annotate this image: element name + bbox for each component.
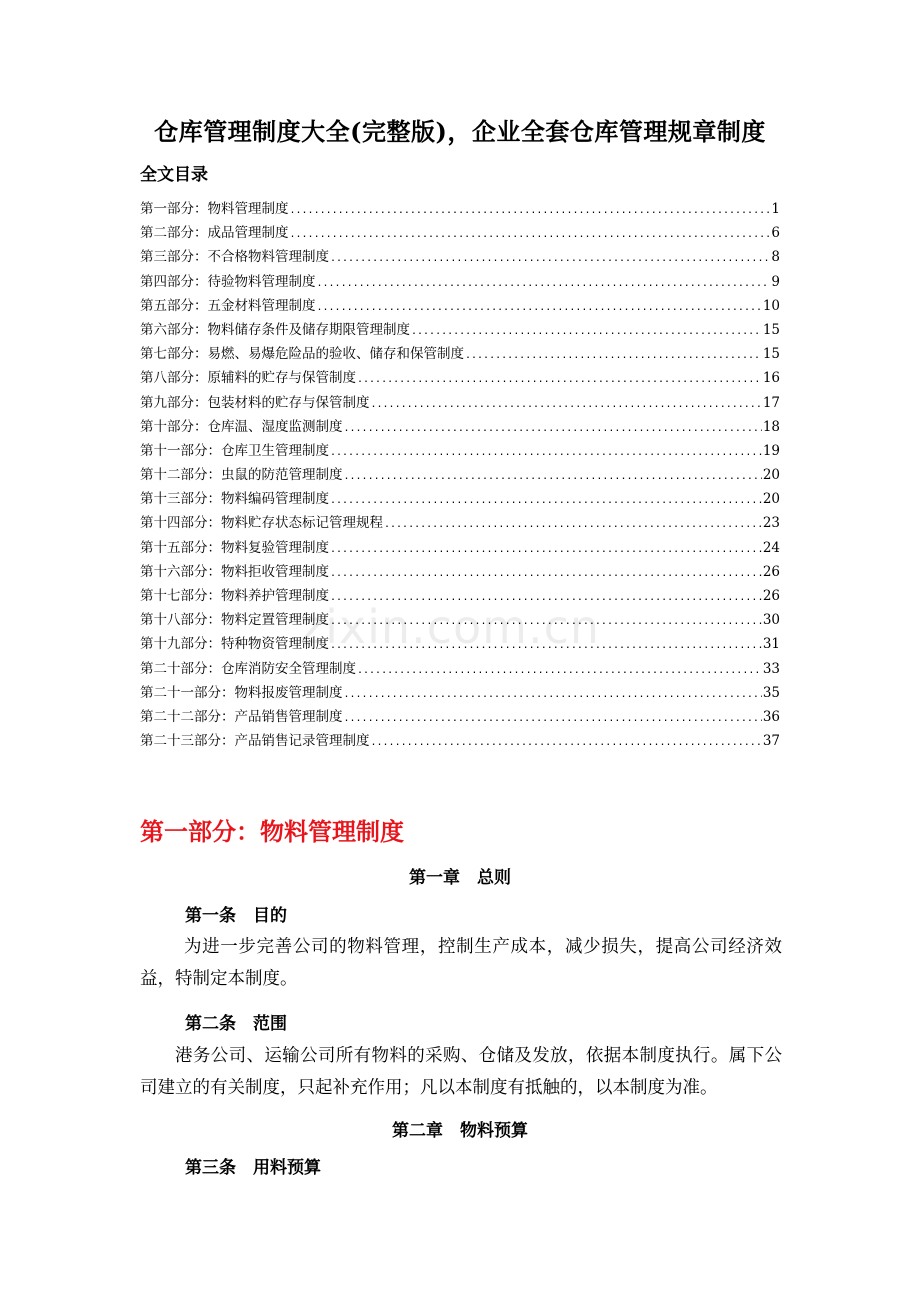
article-heading: 第二条 范围: [185, 1014, 287, 1034]
toc-entry-label: 第三部分：不合格物料管理制度: [140, 249, 329, 266]
toc-entry-page-number: 20: [762, 491, 780, 508]
toc-leader-dots: [290, 199, 771, 223]
toc-entry-label: 第十二部分：虫鼠的防范管理制度: [140, 467, 343, 484]
toc-entry-page-number: 23: [762, 515, 780, 532]
toc-entry-page-number: 20: [762, 467, 780, 484]
toc-leader-dots: [357, 659, 762, 683]
toc-entry-page-number: 9: [771, 273, 780, 290]
toc-entry[interactable]: [140, 366, 780, 390]
toc-heading: 全文目录: [140, 165, 208, 185]
toc-entry-page-number: 24: [762, 539, 780, 556]
toc-entry[interactable]: [140, 318, 780, 342]
toc-entry-page-number: 10: [762, 297, 780, 314]
toc-entry-label: 第一部分：物料管理制度: [140, 201, 289, 217]
toc-leader-dots: [330, 586, 762, 610]
toc-entry-label: 第十一部分：仓库卫生管理制度: [140, 442, 329, 459]
toc-entry-page-number: 26: [762, 563, 780, 580]
toc-entry[interactable]: [140, 270, 780, 294]
toc-entry[interactable]: [140, 245, 780, 269]
toc-entry[interactable]: [140, 681, 780, 705]
toc-leader-dots: [330, 610, 762, 634]
toc-leader-dots: [465, 344, 762, 368]
toc-entry-label: 第十部分：仓库温、湿度监测制度: [140, 418, 343, 435]
toc-leader-dots: [371, 731, 762, 755]
toc-leader-dots: [344, 707, 762, 731]
toc-entry-page-number: 26: [762, 588, 780, 604]
toc-entry-page-number: 37: [762, 733, 780, 750]
toc-entry-label: 第十四部分：物料贮存状态标记管理规程: [140, 515, 383, 532]
toc-leader-dots: [371, 393, 762, 417]
toc-entry-label: 第二十三部分：产品销售记录管理制度: [140, 733, 370, 750]
toc-entry-page-number: 35: [762, 684, 780, 701]
toc-entry-page-number: 33: [762, 660, 780, 677]
toc-entry-label: 第十三部分：物料编码管理制度: [140, 491, 329, 508]
toc-entry-page-number: 18: [762, 418, 780, 435]
toc-entry[interactable]: [140, 536, 780, 560]
toc-leader-dots: [330, 247, 770, 271]
toc-entry-label: 第十六部分：物料拒收管理制度: [140, 563, 329, 580]
toc-entry-page-number: 19: [762, 442, 780, 459]
article-paragraph: 港务公司、运输公司所有物料的采购、仓储及发放，依据本制度执行。属下公司建立的有关制度，只起补充作用；凡以本制度有抵触的，以本制度为准。: [140, 1046, 782, 1098]
toc-entry-label: 第七部分：易燃、易爆危险品的验收、储存和保管制度: [140, 346, 464, 363]
toc-entry[interactable]: [140, 705, 780, 729]
toc-leader-dots: [384, 513, 762, 537]
toc-entry-page-number: 31: [762, 636, 780, 653]
toc-entry-label: 第二十一部分：物料报废管理制度: [140, 684, 343, 701]
article-heading: 第三条 用料预算: [185, 1158, 321, 1178]
toc-entry[interactable]: [140, 729, 780, 753]
toc-entry[interactable]: [140, 584, 780, 608]
table-of-contents: [140, 197, 780, 753]
toc-entry[interactable]: [140, 197, 780, 221]
toc-entry-label: 第四部分：待验物料管理制度: [140, 273, 316, 290]
toc-entry-label: 第十七部分：物料养护管理制度: [140, 588, 329, 604]
toc-entry-label: 第二十二部分：产品销售管理制度: [140, 708, 343, 725]
toc-entry[interactable]: [140, 560, 780, 584]
toc-entry-page-number: 8: [771, 249, 780, 266]
toc-entry[interactable]: [140, 657, 780, 681]
toc-entry-label: 第六部分：物料储存条件及储存期限管理制度: [140, 321, 410, 338]
toc-entry-page-number: 16: [762, 370, 780, 387]
article-heading: 第一条 目的: [185, 906, 287, 926]
toc-entry[interactable]: [140, 439, 780, 463]
toc-leader-dots: [344, 417, 762, 441]
document-title: 仓库管理制度大全(完整版)，企业全套仓库管理规章制度: [154, 117, 766, 146]
watermark: zixin.com.cn: [300, 600, 601, 654]
toc-entry[interactable]: [140, 487, 780, 511]
toc-entry-label: 第八部分：原辅料的贮存与保管制度: [140, 370, 356, 387]
toc-leader-dots: [330, 562, 762, 586]
toc-entry-page-number: 6: [771, 225, 780, 242]
chapter-heading: 第一章 总则: [409, 868, 511, 888]
part-title: 第一部分：物料管理制度: [140, 817, 404, 846]
toc-entry-label: 第十九部分：特种物资管理制度: [140, 636, 329, 653]
toc-entry[interactable]: [140, 608, 780, 632]
toc-entry-page-number: 30: [762, 612, 780, 629]
chapter-heading: 第二章 物料预算: [392, 1121, 528, 1141]
article-paragraph: 为进一步完善公司的物料管理，控制生产成本，减少损失，提高公司经济效益，特制定本制度。: [140, 937, 782, 989]
toc-leader-dots: [330, 441, 762, 465]
toc-leader-dots: [330, 538, 762, 562]
toc-leader-dots: [344, 683, 762, 707]
toc-entry-label: 第二部分：成品管理制度: [140, 225, 289, 242]
toc-entry[interactable]: [140, 463, 780, 487]
toc-entry[interactable]: [140, 221, 780, 245]
toc-entry[interactable]: [140, 294, 780, 318]
toc-entry-page-number: 15: [762, 321, 780, 338]
toc-entry-label: 第二十部分：仓库消防安全管理制度: [140, 660, 356, 677]
toc-entry-label: 第九部分：包装材料的贮存与保管制度: [140, 394, 370, 411]
toc-leader-dots: [317, 272, 771, 296]
toc-leader-dots: [357, 368, 762, 392]
toc-entry[interactable]: [140, 415, 780, 439]
toc-leader-dots: [330, 489, 762, 513]
toc-leader-dots: [290, 223, 771, 247]
toc-entry[interactable]: [140, 632, 780, 656]
toc-entry-page-number: 17: [762, 394, 780, 411]
toc-entry-page-number: 36: [762, 708, 780, 725]
toc-entry-page-number: 1: [771, 201, 780, 217]
toc-leader-dots: [411, 320, 762, 344]
toc-leader-dots: [330, 634, 762, 658]
toc-entry-label: 第十八部分：物料定置管理制度: [140, 612, 329, 629]
toc-entry[interactable]: [140, 342, 780, 366]
toc-entry-page-number: 15: [762, 346, 780, 363]
toc-entry-label: 第五部分：五金材料管理制度: [140, 297, 316, 314]
toc-leader-dots: [344, 465, 762, 489]
toc-entry-label: 第十五部分：物料复验管理制度: [140, 539, 329, 556]
toc-leader-dots: [317, 296, 762, 320]
toc-entry[interactable]: [140, 391, 780, 415]
toc-entry[interactable]: [140, 511, 780, 535]
